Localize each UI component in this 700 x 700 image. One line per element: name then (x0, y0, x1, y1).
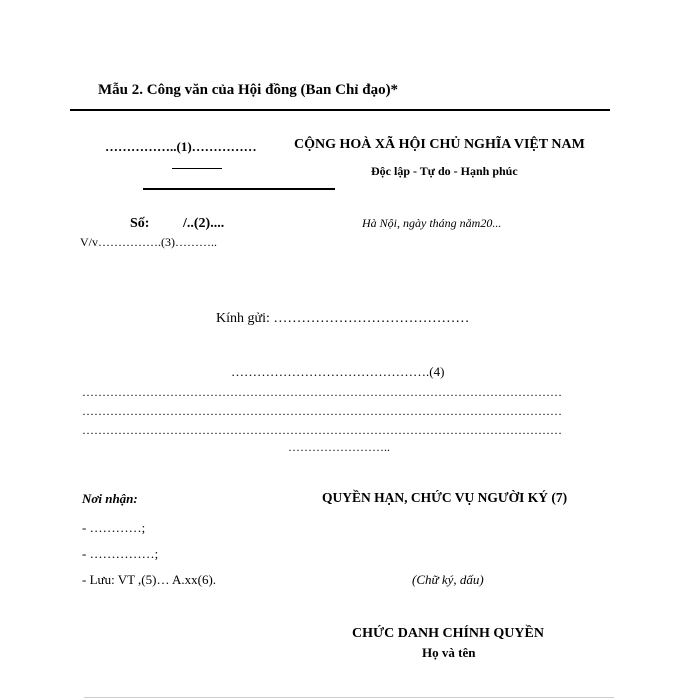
doc-number-label: Số: (130, 216, 150, 231)
footer-rule (84, 697, 614, 698)
recipient-item: - ……………; (82, 546, 159, 561)
issuer-name: ……………..(1)…………… (105, 139, 257, 154)
issuer-underline (172, 168, 222, 169)
signer-authority: QUYỀN HẠN, CHỨC VỤ NGƯỜI KÝ (7) (322, 490, 568, 505)
recipient-line: Kính gửi: …………………………………… (216, 311, 470, 326)
heading-rule (70, 109, 610, 111)
doc-number-value: /..(2).... (183, 216, 225, 231)
national-title: CỘNG HOÀ XÃ HỘI CHỦ NGHĨA VIỆT NAM (294, 137, 585, 152)
signer-name: Họ và tên (422, 645, 476, 660)
recipient-item: - Lưu: VT ,(5)… A.xx(6). (82, 572, 217, 587)
subject-line: V/v…………….(3)……….. (80, 235, 217, 249)
signer-title: CHỨC DANH CHÍNH QUYỀN (352, 626, 544, 641)
motto-underline (143, 188, 335, 190)
addressee-line: ……………………………………….(4) (231, 364, 445, 379)
body-line: ………………………………………………………………………………………………………… (82, 423, 562, 437)
form-heading: Mẫu 2. Công văn của Hội đồng (Ban Chỉ đạo)* (98, 82, 399, 98)
national-motto: Độc lập - Tự do - Hạnh phúc (371, 164, 518, 178)
recipients-label: Nơi nhận: (82, 491, 138, 506)
body-line: ………………………………………………………………………………………………………… (82, 404, 562, 418)
recipient-item: - …………; (82, 520, 146, 535)
body-line: …………………….. (288, 440, 390, 454)
body-line: ………………………………………………………………………………………………………… (82, 385, 562, 399)
place-date: Hà Nội, ngày tháng năm20... (362, 216, 502, 230)
signature-note: (Chữ ký, dấu) (412, 572, 484, 587)
